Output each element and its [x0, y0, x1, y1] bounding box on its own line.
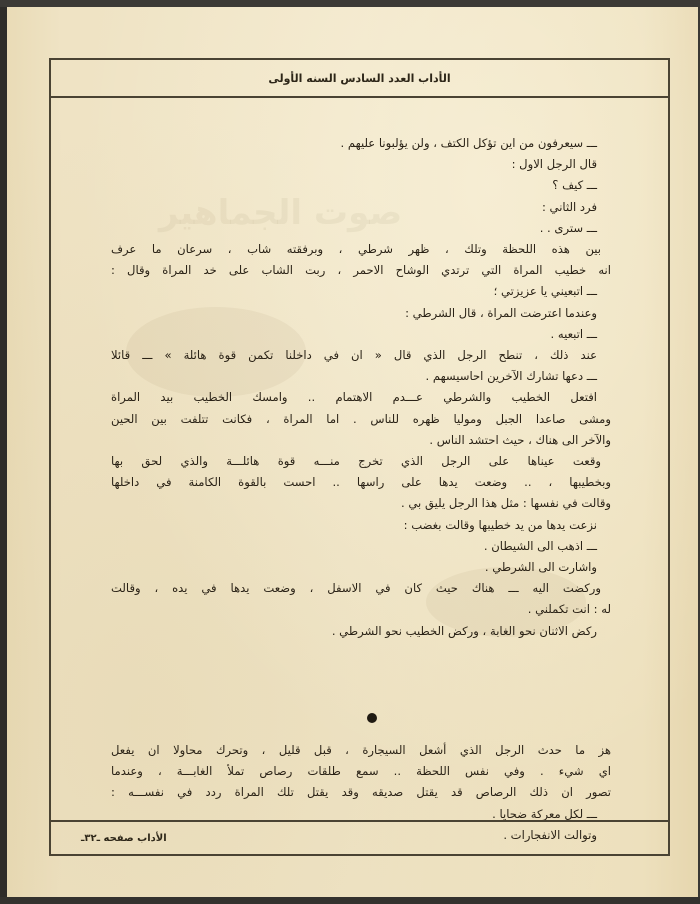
text-line: ركض الاثنان نحو الغابة ، وركض الخطيب نحو الشرطي .	[331, 623, 597, 638]
text-line: انه خطيب المراة التي ترتدي الوشاح الاحمر ، ربت الشاب على خد المراة وقال :	[111, 263, 611, 278]
article-section-1	[111, 133, 611, 642]
text-line: ـــ سترى . .	[539, 220, 597, 235]
text-line: وعندما اعترضت المراة ، قال الشرطي :	[405, 305, 597, 320]
scan-left-edge	[0, 7, 7, 897]
running-header	[51, 60, 668, 98]
text-line: هز ما حدث الرجل الذي أشعل السيجارة ، قبل قليل ، وتحرك محاولا ان يفعل	[111, 743, 611, 757]
section-separator-bullet	[367, 713, 377, 723]
text-line: وبخطيبها ، .. وضعت يدها على راسها .. احست بالقوة الكامنة في داخلها	[111, 475, 611, 490]
text-line: ـــ سيعرفون من اين تؤكل الكتف ، ولن يؤلبونا عليهم .	[340, 136, 597, 150]
text-line: والآخر الى هناك ، حيث احتشد الناس .	[429, 432, 611, 447]
text-line: ـــ لكل معركة ضحايا .	[492, 806, 597, 821]
text-line: اي شيء . وفي نفس اللحظة .. سمع طلقات رصاص تملأ الغابـــة ، وعندما	[111, 764, 611, 779]
bleed-through-watermark: صوت الجماهير	[159, 193, 403, 233]
text-line: ـــ كيف ؟	[552, 178, 597, 193]
text-line: فرد الثاني :	[541, 199, 597, 214]
page-frame	[49, 58, 670, 856]
text-line: قال الرجل الاول :	[511, 157, 597, 172]
text-line: ومشى صاعدا الجبل وموليا ظهره للناس . اما المراة ، فكانت تتلفت بين الحين	[111, 411, 611, 426]
text-line: ـــ اتبعيه .	[550, 326, 597, 341]
text-line: نزعت يدها من يد خطيبها وقالت بغضب :	[403, 517, 597, 532]
text-line: له : انت تكملني .	[527, 602, 611, 617]
scan-top-edge	[0, 0, 700, 7]
text-line: ـــ اذهب الى الشيطان .	[483, 538, 597, 553]
text-line: تصور ان ذلك الرصاص قد يقتل صديقه وقد يقتل تلك المراة ردد في نفســـه :	[111, 785, 611, 800]
text-line: واشارت الى الشرطي .	[484, 560, 597, 575]
text-line: ـــ اتبعيني يا عزيزتي ؛	[493, 284, 597, 299]
magazine-page	[6, 7, 698, 897]
header-title: الأداب العدد السادس السنه الأولى	[268, 71, 451, 85]
running-footer	[51, 820, 668, 854]
text-line: وتوالت الانفجارات .	[503, 827, 597, 842]
text-line: عند ذلك ، تنطح الرجل الذي قال « ان في داخلنا تكمن قوة هائلة » ـــ قائلا	[111, 348, 597, 363]
text-line: وركضت اليه ـــ هناك حيث كان في الاسفل ، وضعت يدها في يده ، وقالت	[111, 581, 601, 596]
text-line: ـــ دعها تشارك الآخرين احاسيسهم .	[425, 369, 597, 384]
text-line: وقالت في نفسها : مثل هذا الرجل يليق بي .	[401, 496, 611, 511]
text-line: افتعل الخطيب والشرطي عـــدم الاهتمام .. وامسك الخطيب بيد المراة	[111, 390, 597, 405]
scan-bottom-edge	[0, 897, 700, 904]
text-line: وقعت عيناها على الرجل الذي تخرج منـــه قوة هائلـــة والذي لحق بها	[111, 454, 601, 469]
page-number-label: الأداب صفحه ـ٣٢ـ	[81, 832, 167, 844]
text-line: بين هذه اللحظة وتلك ، ظهر شرطي ، وبرفقته شاب ، سرعان ما عرف	[111, 242, 601, 257]
